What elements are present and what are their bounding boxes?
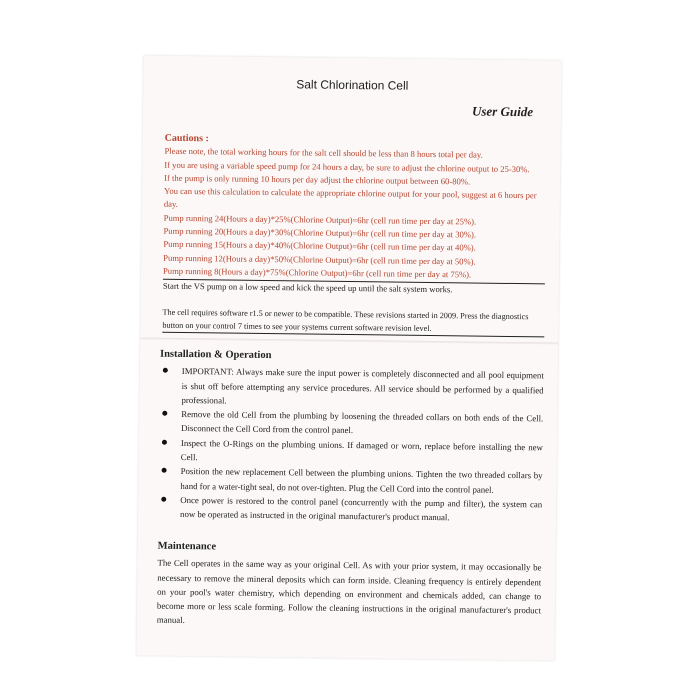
cautions-section bbox=[163, 132, 547, 298]
list-item bbox=[159, 364, 543, 412]
maintenance-text: The Cell operates in the same way as your original Cell. As with your prior system, it may occasionally be necessary to remove the mineral deposits which can form inside. Cleaning frequency is entirely dependent on your pool's water chemistry, which depending on environment and chemicals added, can change to become more or less scale forming. Follow the cleaning instructions in the original manufacturer's product manual. bbox=[156, 557, 542, 626]
list-item-text: Remove the old Cell from the plumbing by loosening the threaded collars on both ends of the Cell. Disconnect the Cell Cord from the control panel. bbox=[181, 409, 544, 436]
caution-line: Pump running 20(Hours a day)*30%(Chlorine Output)=6hr (cell run time per day at 30%). bbox=[163, 225, 477, 240]
instruction-sheet bbox=[136, 55, 561, 660]
installation-section bbox=[158, 348, 544, 526]
installation-heading: Installation & Operation bbox=[159, 348, 272, 362]
caution-line: If the pump is only running 10 hours per day adjust the chlorine output between 60-80%. bbox=[164, 172, 471, 187]
compatibility-text: The cell requires software r1.5 or newer to be compatible. These revisions started in 2009. Press the diagnostics button on your control 7 times to see your systems current software revision level. bbox=[162, 307, 529, 334]
maintenance-section bbox=[157, 540, 542, 632]
caution-line: Please note, the total working hours for the salt cell should be less than 8 hours total per day. bbox=[164, 146, 483, 160]
paper-fold bbox=[140, 337, 558, 344]
list-item bbox=[158, 464, 542, 497]
bullet-icon bbox=[162, 411, 167, 416]
list-item bbox=[158, 493, 542, 526]
caution-line: If you are using a variable speed pump for 24 hours a day, be sure to adjust the chlorine output to 25-30%. bbox=[164, 159, 530, 174]
caution-line: Pump running 8(Hours a day)*75%(Chlorine Output)=6hr (cell run time per day at 75%). bbox=[163, 265, 545, 285]
list-item bbox=[159, 435, 543, 468]
bullet-icon bbox=[163, 368, 168, 373]
compatibility-note bbox=[162, 306, 544, 338]
list-item-text: IMPORTANT: Always make sure the input power is completely disconnected and all pool equipment is shut off before attempting any service procedures. All service should be performed by a qualified professional. bbox=[181, 366, 544, 406]
caution-last-line: Start the VS pump on a low speed and kick the speed up until the salt system works. bbox=[162, 280, 453, 295]
maintenance-heading: Maintenance bbox=[157, 540, 217, 553]
caution-line: Pump running 24(Hours a day)*25%(Chlorine Output)=6hr (cell run time per day at 25%). bbox=[163, 212, 477, 227]
installation-list bbox=[158, 364, 544, 526]
document-title: Salt Chlorination Cell bbox=[296, 77, 409, 93]
bullet-icon bbox=[161, 497, 166, 502]
cautions-heading: Cautions : bbox=[164, 132, 209, 145]
bullet-icon bbox=[162, 468, 167, 473]
caution-line: Pump running 12(Hours a day)*50%(Chlorine Output)=6hr (cell run time per day at 50%). bbox=[163, 252, 476, 267]
document-subtitle: User Guide bbox=[471, 103, 534, 120]
bullet-icon bbox=[162, 440, 167, 445]
list-item-text: Position the new replacement Cell between the plumbing unions. Tighten the two threaded collars by hand for a water-tight seal, do not over-tighten. Plug the Cell Cord into the control panel. bbox=[180, 466, 543, 495]
list-item-text: Inspect the O-Rings on the plumbing unions. If damaged or worn, replace before installing the new Cell. bbox=[180, 437, 543, 463]
caution-line: Pump running 15(Hours a day)*40%(Chlorine Output)=6hr (cell run time per day at 40%). bbox=[163, 239, 476, 253]
list-item bbox=[159, 407, 543, 440]
list-item-text: Once power is restored to the control panel (concurrently with the pump and filter), the system can now be operated as instructed in the original manufacturer's product manual. bbox=[180, 494, 543, 523]
caution-line: You can use this calculation to calculate the appropriate chlorine output for your pool, suggest at 6 hours per day. bbox=[163, 185, 537, 210]
